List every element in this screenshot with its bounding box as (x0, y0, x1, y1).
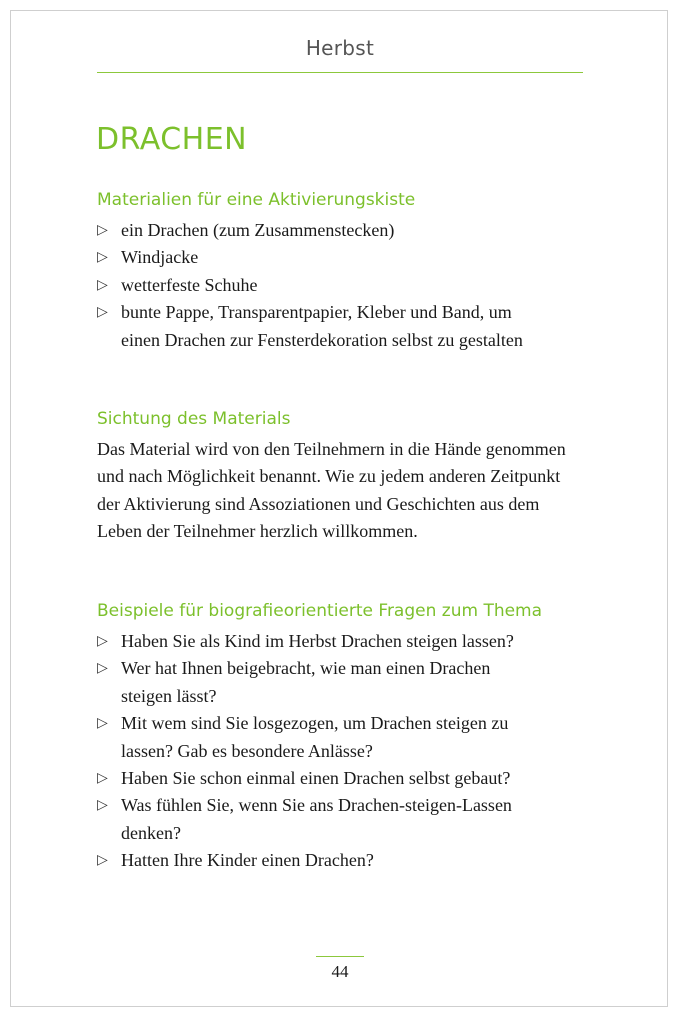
list-item (97, 244, 587, 271)
list-item (97, 628, 587, 655)
list-item-text: Haben Sie als Kind im Herbst Drachen steigen lassen? (121, 631, 514, 651)
list-item (97, 272, 587, 299)
bullet-triangle-icon: ▷ (97, 715, 108, 732)
questions-heading: Beispiele für biografieorientierte Fragen zum Thema (97, 601, 543, 621)
chapter-title: DRACHEN (96, 122, 248, 157)
list-item (97, 765, 587, 792)
bullet-triangle-icon: ▷ (97, 852, 108, 869)
bullet-triangle-icon: ▷ (97, 276, 108, 293)
header-rule (97, 72, 583, 73)
list-item-text: wetterfeste Schuhe (121, 274, 258, 295)
list-item-text: Was fühlen Sie, wenn Sie ans Drachen-steigen-Lassen denken? (121, 795, 512, 843)
materials-list (97, 217, 587, 354)
review-heading: Sichtung des Materials (97, 409, 291, 429)
list-item (97, 299, 587, 354)
bullet-triangle-icon: ▷ (97, 249, 108, 266)
page-number: 44 (331, 962, 349, 981)
bullet-triangle-icon: ▷ (97, 304, 108, 321)
list-item (97, 655, 587, 710)
list-item-text: Hatten Ihre Kinder einen Drachen? (121, 850, 374, 871)
list-item (97, 792, 587, 847)
list-item-text: Wer hat Ihnen beigebracht, wie man einen Drachen steigen lässt? (121, 658, 491, 706)
bullet-triangle-icon: ▷ (97, 660, 108, 677)
list-item (97, 710, 587, 765)
review-paragraph: Das Material wird von den Teilnehmern in die Hände genommen und nach Möglichkeit benannt. Wie zu jedem anderen Zeitpunkt der Aktivierung sind Assoziationen und Geschichten aus dem Leben der Teilnehmer herzlich willkommen. (97, 439, 566, 542)
list-item-text: Windjacke (121, 247, 199, 268)
bullet-triangle-icon: ▷ (97, 797, 108, 814)
list-item (97, 217, 587, 244)
footer-rule (316, 956, 364, 957)
bullet-triangle-icon: ▷ (97, 222, 108, 238)
bullet-triangle-icon: ▷ (97, 633, 108, 649)
bullet-triangle-icon: ▷ (97, 770, 108, 787)
list-item-text: ein Drachen (zum Zusammenstecken) (121, 220, 395, 240)
materials-heading: Materialien für eine Aktivierungskiste (97, 190, 416, 210)
list-item-text: Mit wem sind Sie losgezogen, um Drachen steigen zu lassen? Gab es besondere Anlässe? (121, 713, 509, 761)
list-item (97, 847, 587, 874)
running-head: Herbst (305, 36, 375, 60)
list-item-text: Haben Sie schon einmal einen Drachen selbst gebaut? (121, 768, 511, 789)
list-item-text: bunte Pappe, Transparentpapier, Kleber und Band, um einen Drachen zur Fensterdekoration selbst zu gestalten (121, 302, 523, 350)
questions-list (97, 628, 587, 875)
